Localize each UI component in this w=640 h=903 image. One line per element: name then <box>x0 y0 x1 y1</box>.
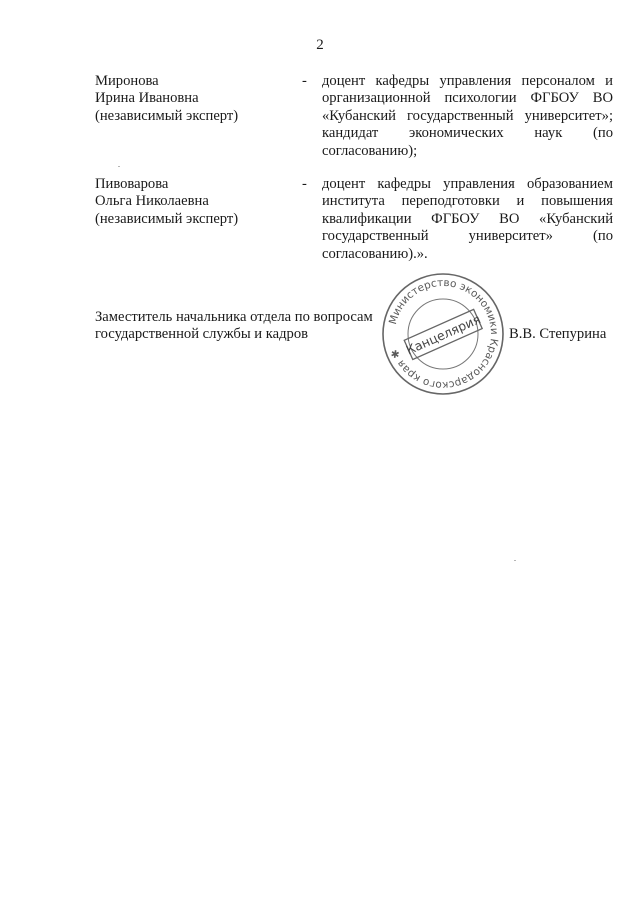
member-given-names: Ирина Ивановна <box>95 90 199 107</box>
page-number: 2 <box>316 37 324 53</box>
scan-speck <box>118 166 120 167</box>
member-description: доцент кафедры управления образованием института переподготовки и повышения квалификации ФГБОУ ВО «Кубанский государственный университет» (по согласованию).». <box>322 176 613 262</box>
member-description: доцент кафедры управления персоналом и организационной психологии ФГБОУ ВО «Кубанский государственный университет»; кандидат экономических наук (по согласованию); <box>322 73 613 159</box>
member-name-block <box>95 176 295 228</box>
member-dash: - <box>302 73 307 89</box>
member-name-block <box>95 73 295 125</box>
stamp-graphic <box>381 272 505 396</box>
signatory-position <box>95 309 395 344</box>
stamp-ring-text: Министерство экономики Краснодарского края ✱ <box>386 276 501 392</box>
member-surname: Миронова <box>95 73 159 89</box>
scan-speck <box>514 560 516 561</box>
signatory-name: В.В. Степурина <box>509 326 607 343</box>
office-stamp <box>381 272 505 396</box>
member-surname: Пивоварова <box>95 176 169 192</box>
member-given-names: Ольга Николаевна <box>95 193 209 210</box>
signatory-position-line-2: государственной службы и кадров <box>95 326 309 343</box>
member-role: (независимый эксперт) <box>95 210 239 227</box>
member-role: (независимый эксперт) <box>95 107 239 124</box>
member-dash: - <box>302 176 307 192</box>
stamp-center-text: Канцелярия <box>403 311 483 358</box>
signatory-position-line-1: Заместитель начальника отдела по вопросам <box>95 309 373 325</box>
